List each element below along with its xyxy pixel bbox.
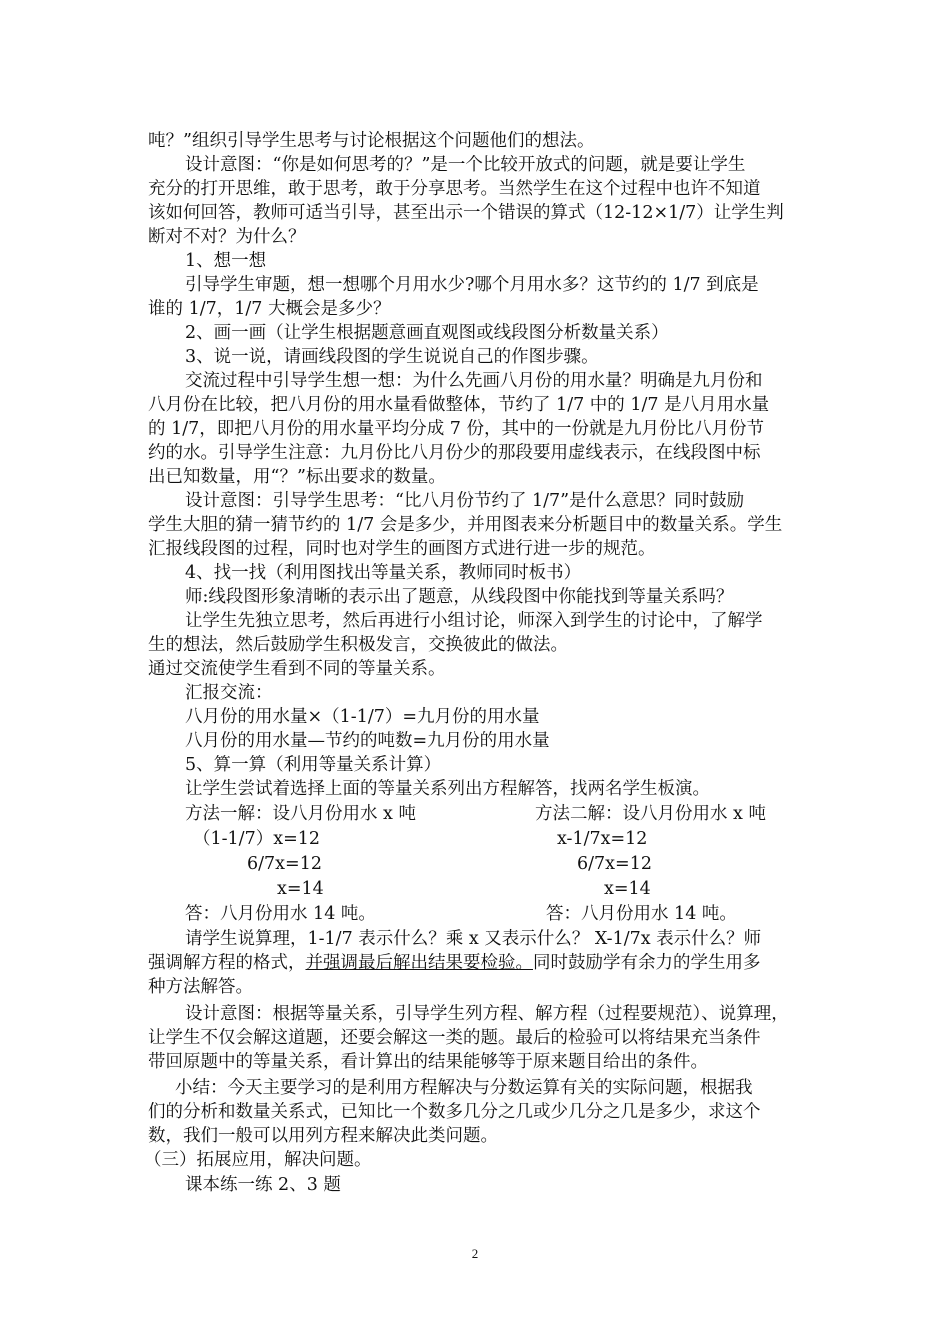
method-one-step: （1-1/7）x=12 — [193, 829, 321, 849]
method-two-answer: 答：八月份用水 14 吨。 — [546, 904, 737, 924]
method-two-step: 6/7x=12 — [577, 854, 652, 874]
method-two-step: x=14 — [604, 879, 651, 899]
method-two-step: x-1/7x=12 — [557, 829, 648, 849]
method-one-heading: 方法一解：设八月份用水 x 吨 — [185, 804, 416, 824]
method-one-step: 6/7x=12 — [247, 854, 322, 874]
underlined-emphasis: 并强调最后解出结果要检验。 — [305, 953, 533, 973]
method-two-heading: 方法二解：设八月份用水 x 吨 — [535, 804, 766, 824]
page-number: 2 — [471, 1246, 479, 1261]
method-one-step: x=14 — [277, 879, 324, 899]
document-page: 吨？”组织引导学生思考与讨论根据这个问题他们的想法。 设计意图：“你是如何思考的？”是一个比较开放式的问题，就是要让学生 充分的打开思维，敢于思考，敢于分享思考。当然学生在这个过程中也许不知道 该如何回答，教师可适当引导，甚至出示一个错误的算式（12-12×1/7）让学生判 断对不对？为什么？ 1、想一想 引导学生审题，想一想哪个月用水少?哪个月用水多？这节约的 1/7 到底是 谁的 1/7，1/7 大概会是多少？ 2、画一画（让学生根据题意画直观图或线段图分析数量关系） 3、说一说，请画线段图的学生说说自己的作图步骤。 交流过程中引导学生想一想：为什么先画八月份的用水量？明确是九月份和 八月份在比较，把八月份的用水量看做整体，节约了 1/7 中的 1/7 是八月用水量 的 1/7，即把八月份的用水量平均分成 7 份，其中的一份就是九月份比八月份节 约的水。引导学生注意：九月份比八月份少的那段要用虚线表示，在线段图中标 出已知数量，用“？”标出要求的数量。 设计意图：引导学生思考：“比八月份节约了 1/7”是什么意思？同时鼓励 学生大胆的猜一猜节约的 1/7 会是多少，并用图表来分析题目中的数量关系。学生 汇报线段图的过程，同时也对学生的画图方式进行进一步的规范。 4、找一找（利用图找出等量关系，教师同时板书） 师:线段图形象清晰的表示出了题意，从线段图中你能找到等量关系吗？ 让学生先独立思考，然后再进行小组讨论，师深入到学生的讨论中，了解学 生的想法，然后鼓励学生积极发言，交换彼此的做法。 通过交流使学生看到不同的等量关系。 汇报交流： 八月份的用水量×（1-1/7）=九月份的用水量 八月份的用水量—节约的吨数=九月份的用水量 5、算一算（利用等量关系计算） 让学生尝试着选择上面的等量关系列出方程解答，找两名学生板演。 方法一解：设八月份用水 x 吨 方法二解：设八月份用水 x 吨 （1-1/7）x=12 x-1/7x=12 6/7x=12 6/7x=12 x=14 x=14 答：八月份用水 14 吨。 答：八月份用水 14 吨。 请学生说算理，1-1/7 表示什么？乘 x 又表示什么？ X-1/7x 表示什么？师 强调解方程的格式，并强调最后解出结果要检验。同时鼓励学有余力的学生用多 种方法解答。 设计意图：根据等量关系，引导学生列方程、解方程（过程要规范）、说算理， 让学生不仅会解这道题，还要会解这一类的题。最后的检验可以将结果充当条件 带回原题中的等量关系，看计算出的结果能够等于原来题目给出的条件。 小结：今天主要学习的是利用方程解决与分数运算有关的实际问题，根据我 们的分析和数量关系式，已知比一个数多几分之几或少几分之几是多少，求这个 数，我们一般可以用列方程来解决此类问题。 （三）拓展应用，解决问题。 课本练一练 2、3 题 2 — [0, 0, 950, 1344]
method-one-answer: 答：八月份用水 14 吨。 — [185, 904, 376, 924]
